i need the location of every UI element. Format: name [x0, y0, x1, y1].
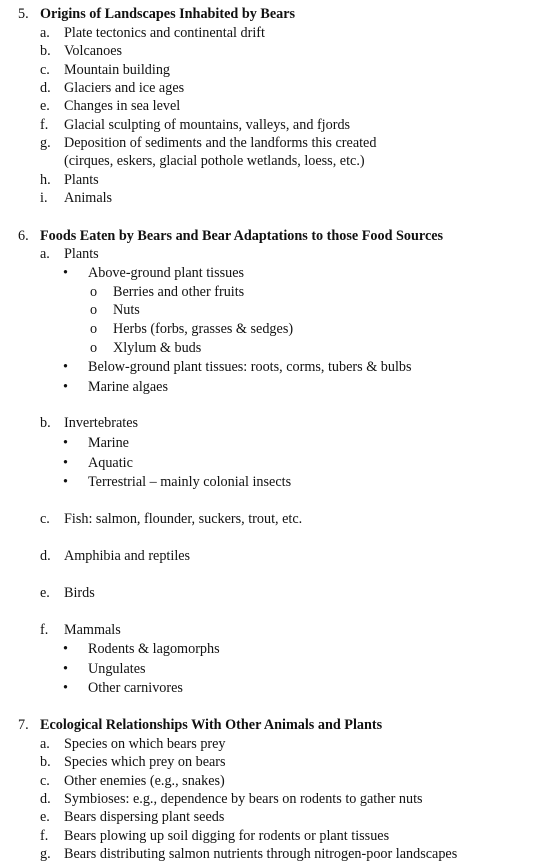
s6-item-marker: b.	[40, 415, 51, 431]
section-5-title: Origins of Landscapes Inhabited by Bears	[40, 6, 296, 22]
bullet-icon: •	[63, 474, 68, 490]
s6-item-text: Amphibia and reptiles	[64, 548, 191, 564]
s6-item-text: Invertebrates	[64, 415, 139, 431]
section-5-number: 5.	[18, 6, 29, 22]
bullet-icon: •	[63, 435, 68, 451]
bullet-text: Above-ground plant tissues	[88, 265, 245, 281]
s7-item-text: Species which prey on bears	[64, 754, 226, 770]
s7-item-text: Bears distributing salmon nutrients through nitrogen-poor landscapes	[64, 846, 458, 862]
s6-item-text: Fish: salmon, flounder, suckers, trout, etc.	[64, 511, 303, 527]
sub-bullet-text: Herbs (forbs, grasses & sedges)	[113, 321, 294, 337]
s7-item-text: Bears plowing up soil digging for rodents or plant tissues	[64, 828, 390, 844]
s7-item-marker: f.	[40, 828, 49, 844]
s6-item-marker: e.	[40, 585, 50, 601]
s7-item-text: Other enemies (e.g., snakes)	[64, 773, 225, 789]
sub-bullet-text: Berries and other fruits	[113, 284, 245, 300]
s7-item-marker: g.	[40, 846, 51, 862]
s6-item-marker: a.	[40, 246, 50, 262]
bullet-text: Aquatic	[88, 455, 133, 471]
section-7-title: Ecological Relationships With Other Animals and Plants	[40, 717, 383, 733]
s7-item-marker: a.	[40, 736, 50, 752]
bullet-text: Below-ground plant tissues: roots, corms, tubers & bulbs	[88, 359, 412, 375]
bullet-text: Other carnivores	[88, 680, 183, 696]
s7-item-text: Symbioses: e.g., dependence by bears on rodents to gather nuts	[64, 791, 423, 807]
section-6-number: 6.	[18, 228, 29, 244]
section-7-number: 7.	[18, 717, 29, 733]
s5-item-text: Deposition of sediments and the landforms this created	[64, 135, 377, 151]
s5-item-marker: d.	[40, 80, 51, 96]
s7-item-marker: d.	[40, 791, 51, 807]
bullet-icon: •	[63, 379, 68, 395]
s5-item-marker: g.	[40, 135, 51, 151]
s7-item-marker: c.	[40, 773, 50, 789]
bullet-icon: •	[63, 661, 68, 677]
s7-item-marker: b.	[40, 754, 51, 770]
sub-bullet-text: Nuts	[113, 302, 140, 318]
bullet-icon: •	[63, 455, 68, 471]
s7-item-text: Species on which bears prey	[64, 736, 226, 752]
sub-bullet-icon: o	[90, 321, 98, 337]
s7-item-text: Bears dispersing plant seeds	[64, 809, 225, 825]
bullet-text: Ungulates	[88, 661, 146, 677]
s5-item-marker: e.	[40, 98, 50, 114]
s5-item-text-continuation: (cirques, eskers, glacial pothole wetlands, loess, etc.)	[64, 153, 365, 169]
section-6-title: Foods Eaten by Bears and Bear Adaptations to those Food Sources	[40, 228, 444, 244]
s5-item-text: Animals	[64, 190, 113, 206]
s5-item-text: Glaciers and ice ages	[64, 80, 185, 96]
sub-bullet-icon: o	[90, 302, 98, 318]
s6-item-text: Birds	[64, 585, 95, 601]
s6-item-marker: d.	[40, 548, 51, 564]
s5-item-text: Plate tectonics and continental drift	[64, 25, 265, 41]
s7-item-marker: e.	[40, 809, 50, 825]
bullet-text: Marine algaes	[88, 379, 168, 395]
bullet-icon: •	[63, 641, 68, 657]
s5-item-marker: a.	[40, 25, 50, 41]
bullet-text: Rodents & lagomorphs	[88, 641, 220, 657]
s5-item-marker: i.	[40, 190, 48, 206]
s6-item-text: Mammals	[64, 622, 121, 638]
bullet-icon: •	[63, 265, 68, 281]
s6-item-text: Plants	[64, 246, 99, 262]
s5-item-text: Changes in sea level	[64, 98, 181, 114]
bullet-text: Marine	[88, 435, 129, 451]
bullet-text: Terrestrial – mainly colonial insects	[88, 474, 292, 490]
s5-item-marker: b.	[40, 43, 51, 59]
s5-item-marker: f.	[40, 117, 49, 133]
s5-item-text: Plants	[64, 172, 99, 188]
s5-item-text: Mountain building	[64, 62, 171, 78]
s6-item-marker: f.	[40, 622, 49, 638]
s5-item-marker: c.	[40, 62, 50, 78]
bullet-icon: •	[63, 359, 68, 375]
sub-bullet-icon: o	[90, 340, 98, 356]
s5-item-text: Volcanoes	[64, 43, 123, 59]
sub-bullet-text: Xlylum & buds	[113, 340, 202, 356]
s5-item-text: Glacial sculpting of mountains, valleys, and fjords	[64, 117, 351, 133]
s5-item-marker: h.	[40, 172, 51, 188]
bullet-icon: •	[63, 680, 68, 696]
s6-item-marker: c.	[40, 511, 50, 527]
sub-bullet-icon: o	[90, 284, 98, 300]
